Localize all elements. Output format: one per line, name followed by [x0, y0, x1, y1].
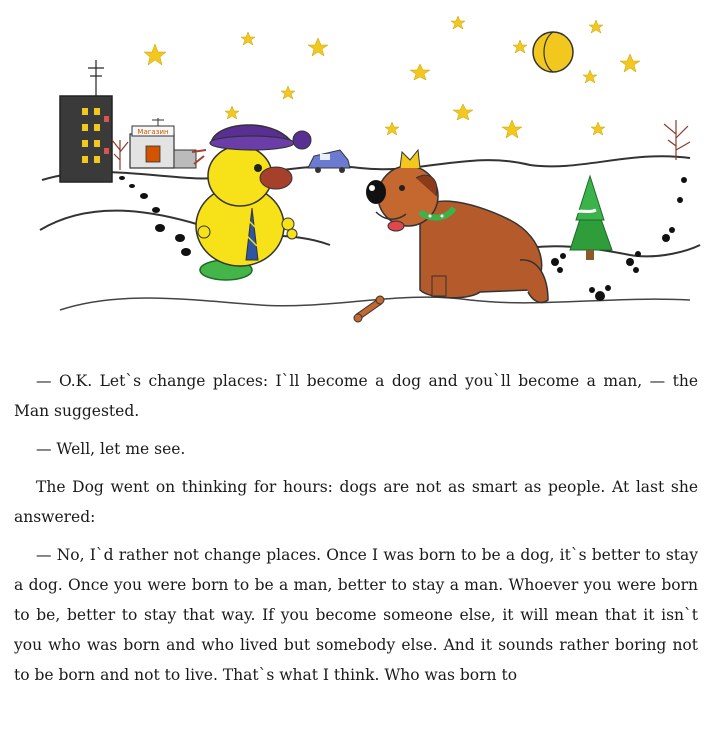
apartment-building: [60, 60, 112, 182]
winter-scene-drawing: [0, 0, 710, 350]
paw-prints-right: [551, 177, 687, 301]
story-text: [14, 366, 698, 690]
fir-tree: [570, 176, 612, 260]
story-paragraph: — O.K. Let`s change places: I`ll become a dog and you`ll become a man, — the Man suggested.: [14, 372, 698, 420]
bare-tree-right: [664, 120, 690, 160]
snowman: [192, 125, 311, 280]
shop-sign-text: Магазин: [137, 128, 169, 136]
dog: [366, 150, 548, 302]
story-paragraph: The Dog went on thinking for hours: dogs are not as smart as people. At last she answered:: [14, 478, 698, 526]
footprints-left: [119, 176, 191, 256]
story-paragraph: — Well, let me see.: [36, 440, 186, 458]
stars: [144, 16, 640, 138]
distant-car: [308, 150, 350, 173]
story-illustration: [0, 0, 710, 350]
bare-tree-left: [112, 140, 128, 170]
shop-building: [130, 118, 196, 168]
story-paragraph: — No, I`d rather not change places. Once I was born to be a dog, it`s better to stay a dog. Once you were born to be a man, better to stay a man. Whoever you were born to be, better to stay that way. If you become someone else, it will mean that it isn`t you who was born and who lived but somebody else. And it sounds rather boring not to be born and not to live. That`s what I think. Who was born to: [14, 546, 698, 684]
moon: [533, 32, 573, 72]
